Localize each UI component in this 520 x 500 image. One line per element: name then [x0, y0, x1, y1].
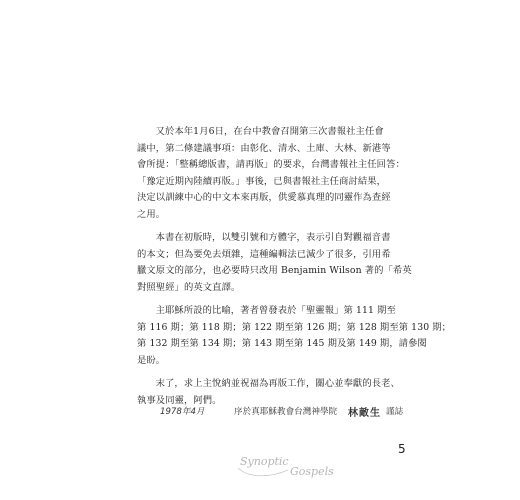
text-line: 又於本年1月6日，在台中教會召開第三次書報社主任會	[155, 126, 384, 137]
signature-suffix: 謹誌	[386, 407, 404, 417]
text-line: 之用。	[137, 208, 166, 220]
text-line: 「豫定近期內陸續再版。」事後，已與書報社主任商討結果，	[137, 175, 387, 187]
text-line: 執事及同靈，阿們。	[137, 394, 222, 406]
paragraph-2	[137, 230, 412, 296]
text-line: 主耶穌所設的比喻，著者曾發表於「聖靈報」第 111 期至	[155, 305, 396, 317]
text-line: 會所提：「整稱總版書，請再版」的要求，台灣書報社主任回答：	[137, 159, 405, 171]
signature-date: 1978年4月	[160, 407, 205, 417]
text-line: 議中，第二條建議事項：由彰化、清水、土庫、大林、新港等	[137, 142, 391, 154]
text-line: 第 116 期；第 118 期；第 122 期至第 126 期；第 128 期至第 130 期；	[137, 321, 452, 333]
text-line: 是盼。	[137, 354, 166, 366]
text-line: 對照聖經」的英文直譯。	[137, 281, 241, 293]
text-line: 臘文原文的部分，也必要時只改用 Benjamin Wilson 著的「希英	[137, 265, 412, 277]
signature-author: 林敵生	[348, 408, 381, 419]
text-line: 第 132 期至第 134 期；第 143 期至第 145 期及第 149 期，請參閱	[137, 338, 427, 350]
text-line: 本書在初版時，以雙引號和方體字，表示引自對觀福音書	[155, 232, 391, 244]
text-line: 決定以訓練中心的中文本來再版，供愛慕真理的同靈作為查經	[137, 192, 391, 204]
text-line: 末了，求上主悅納並祝福為再版工作，關心並奉獻的長老、	[155, 378, 400, 390]
synoptic-gospels-logo	[230, 448, 350, 482]
svg-text:Synoptic: Synoptic	[240, 455, 289, 468]
signature-organization: 序於真耶穌教會台灣神學院	[234, 407, 338, 417]
paragraph-1	[137, 124, 405, 224]
page-number: 5	[398, 442, 406, 456]
svg-text:Gospels: Gospels	[290, 465, 334, 478]
paragraph-3	[137, 303, 452, 369]
signature-line	[160, 405, 404, 419]
text-line: 的本文；但為要免去煩雜，這種編輯法已減少了很多，引用希	[137, 248, 391, 260]
